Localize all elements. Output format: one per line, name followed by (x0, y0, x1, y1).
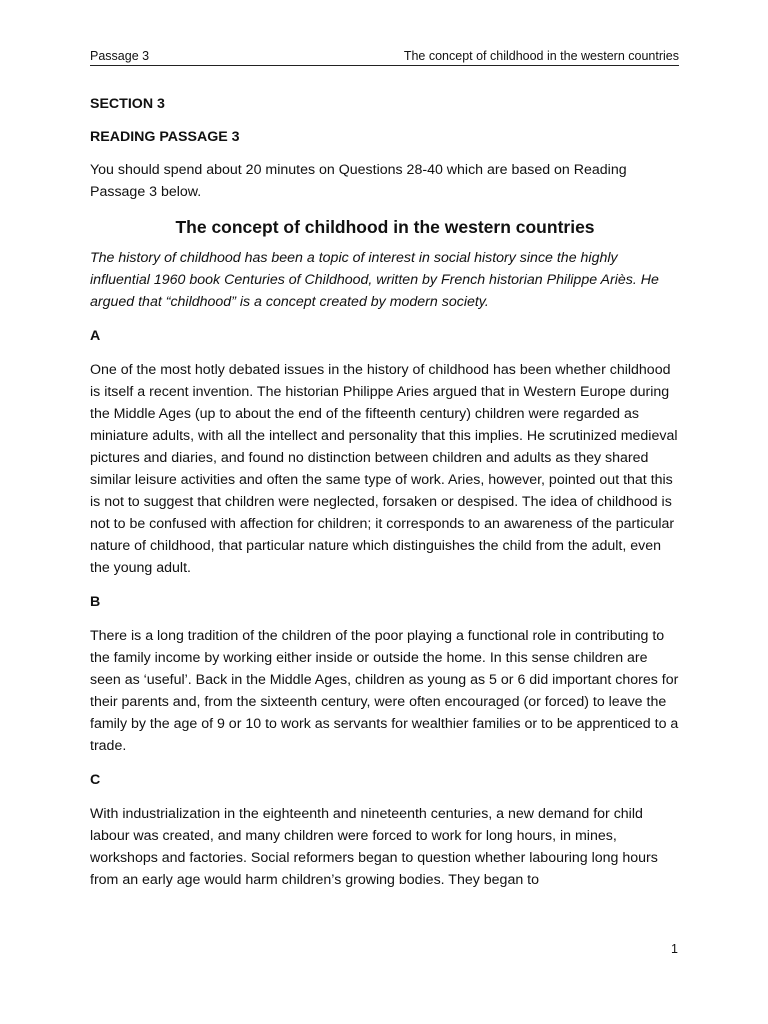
page-header (90, 47, 679, 66)
paragraph-letter-c: C (90, 772, 101, 788)
section-heading: SECTION 3 (90, 96, 165, 112)
paragraph-letter-b: B (90, 594, 101, 610)
document-body (90, 93, 680, 903)
instructions: You should spend about 20 minutes on Questions 28-40 which are based on Reading Passage 3 below. (90, 162, 627, 200)
page-number: 1 (671, 942, 678, 956)
paragraph-b: There is a long tradition of the children of the poor playing a functional role in contributing to the family income by working either inside or outside the home. In this sense children are seen as ‘useful’. Back in the Middle Ages, children as young as 5 or 6 did important chores for their parents and, from the sixteenth century, were often encouraged (or forced) to leave the family by the age of 9 or 10 to work as servants for wealthier families or to be apprenticed to a trade. (90, 628, 679, 754)
paragraph-letter-a: A (90, 328, 101, 344)
header-passage-label: Passage 3 (90, 49, 150, 63)
reading-passage-heading: READING PASSAGE 3 (90, 129, 240, 145)
passage-title: The concept of childhood in the western countries (175, 217, 595, 237)
header-passage-title: The concept of childhood in the western countries (403, 49, 679, 63)
passage-lead: The history of childhood has been a topic of interest in social history since the highly influential 1960 book Centuries of Childhood, written by French historian Philippe Ariès. He argued that “childhood” is a concept created by modern society. (90, 250, 659, 310)
paragraph-c: With industrialization in the eighteenth and nineteenth centuries, a new demand for child labour was created, and many children were forced to work for long hours, in mines, workshops and factories. Social reformers began to question whether labouring long hours from an early age would harm children’s growing bodies. They began to (90, 806, 658, 888)
paragraph-a: One of the most hotly debated issues in the history of childhood has been whether childhood is itself a recent invention. The historian Philippe Aries argued that in Western Europe during the Middle Ages (up to about the end of the fifteenth century) children were regarded as miniature adults, with all the intellect and personality that this implies. He scrutinized medieval pictures and diaries, and found no distinction between children and adults as they shared similar leisure activities and often the same type of work. Aries, however, pointed out that this is not to suggest that children were neglected, forsaken or despised. The idea of childhood is not to be confused with affection for children; it corresponds to an awareness of the particular nature of childhood, that particular nature which distinguishes the child from the adult, even the young adult. (90, 362, 678, 576)
